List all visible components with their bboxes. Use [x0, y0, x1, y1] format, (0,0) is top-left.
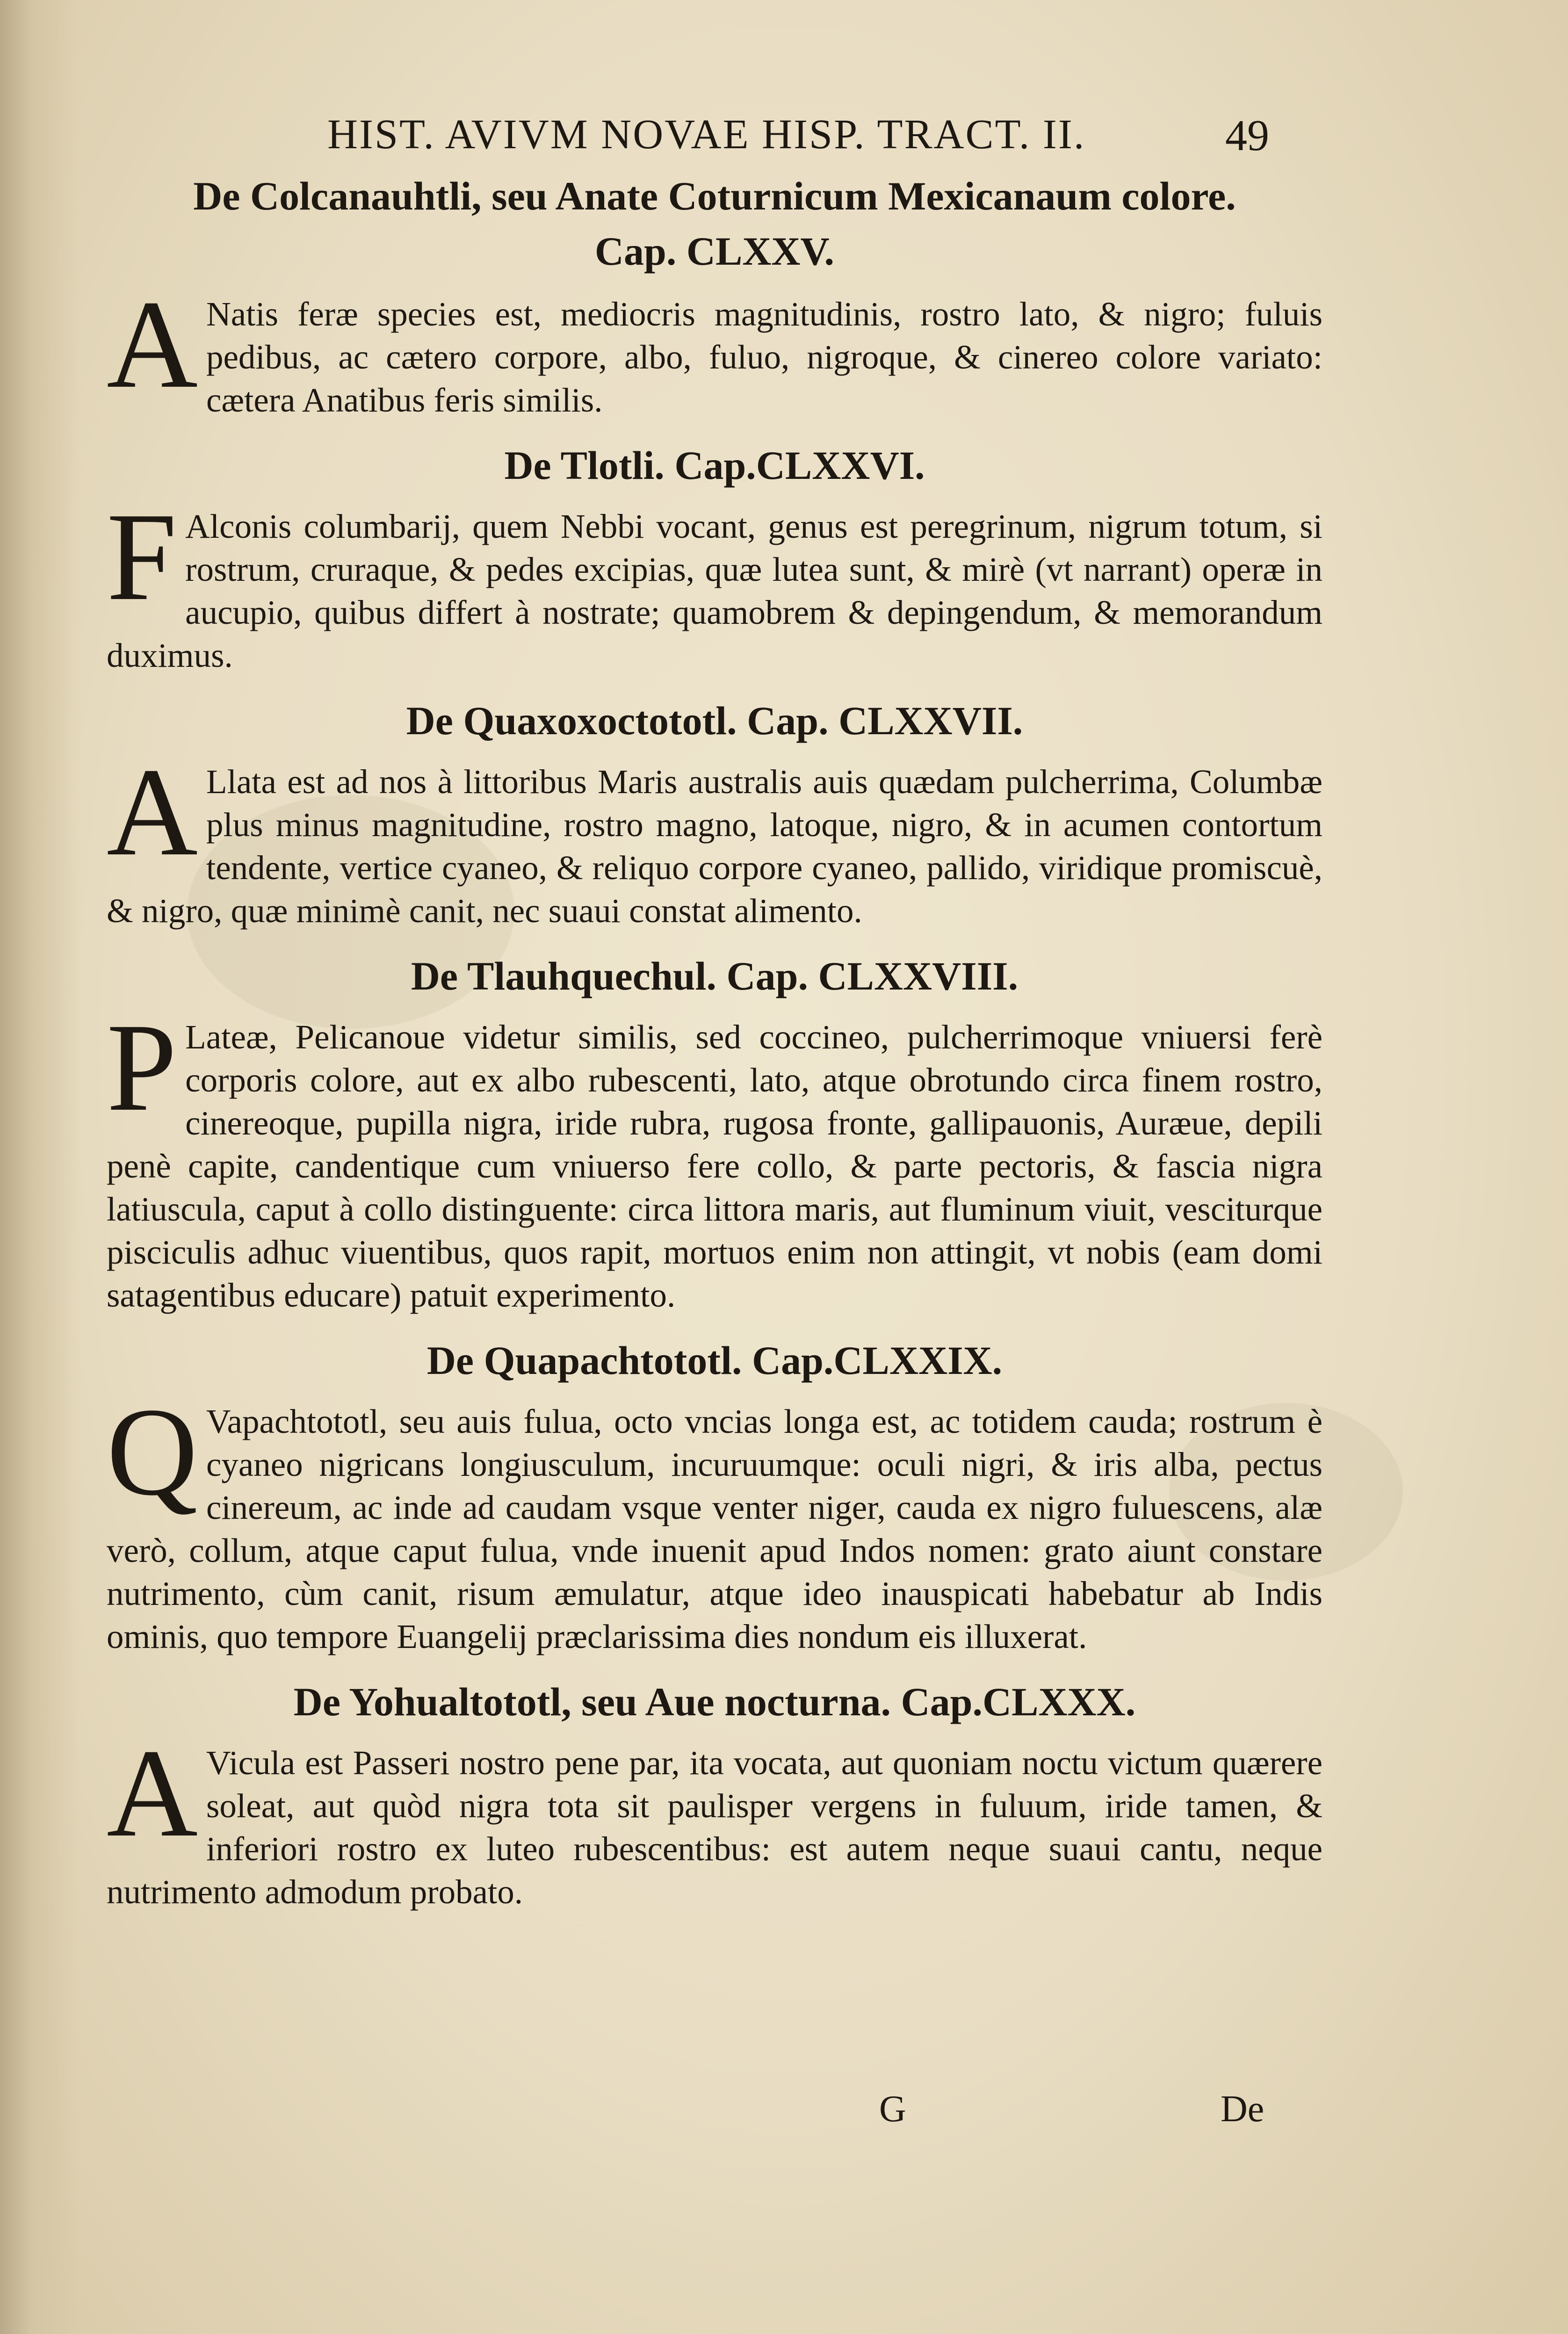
chapter-paragraph	[107, 275, 1322, 422]
drop-cap-initial: A	[107, 275, 198, 414]
chapter-heading: De Yohualtototl, seu Aue nocturna. Cap.CLXXX.	[293, 1679, 1136, 1724]
paragraph-text: Llata est ad nos à littoribus Maris australis auis quædam pulcherrima, Columbæ plus minus magnitudine, rostro magno, latoque, nigro, & in acumen contortum tendente, vertice cyaneo, & reliquo corpore cyaneo, pallido, viridique promiscuè, & nigro, quæ minimè canit, nec suaui constat alimento.	[107, 763, 1322, 930]
chapter-heading: De Quapachtototl. Cap.CLXXIX.	[426, 1338, 1003, 1383]
chapter-heading: De Tlotli. Cap.CLXXVI.	[504, 443, 925, 488]
chapter-heading: De Quaxoxoctototl. Cap. CLXXVII.	[406, 698, 1023, 743]
chapter-heading: De Colcanauhtli, seu Anate Coturnicum Mexicanaum colore.	[193, 173, 1236, 218]
chapter-paragraph	[107, 1723, 1322, 1914]
paragraph-text: Vicula est Passeri nostro pene par, ita vocata, aut quoniam noctu victum quærere soleat, aut quòd nigra tota sit paulisper vergens in fuluum, iride tamen, & inferiori rostro ex luteo rubescentibus: est autem neque suaui cantu, neque nutrimento admodum probato.	[107, 1744, 1322, 1911]
chapter-paragraph	[107, 997, 1322, 1317]
binding-gutter-shadow	[0, 0, 79, 2334]
drop-cap-initial: A	[107, 1723, 198, 1863]
drop-cap-initial: A	[107, 742, 198, 882]
paragraph-text: Lateæ, Pelicanoue videtur similis, sed coccineo, pulcherrimoque vniuersi ferè corporis colore, aut ex albo rubescenti, lato, atque obrotundo circa finem rostro, cinereoque, pupilla nigra, iride rubra, rugosa fronte, gallipauonis, Auræue, depili penè capite, candentique cum vniuerso fere collo, & parte pectoris, & fascia nigra latiuscula, caput à collo distinguente: circa littora maris, aut fluminum viuit, vesciturque pisciculis adhuc viuentibus, quos rapit, mortuos enim non attingit, vt nobis (eam domi satagentibus educare) patuit experimento.	[107, 1018, 1322, 1314]
drop-cap-initial: Q	[107, 1382, 198, 1522]
paragraph-text: Vapachtototl, seu auis fulua, octo vncias longa est, ac totidem cauda; rostrum è cyaneo nigricans longiusculum, incuruumque: oculi nigri, & iris alba, pectus cinereum, ac inde ad caudam vsque venter niger, cauda ex nigro fuluescens, alæ verò, collum, atque caput fulua, vnde inuenit apud Indos nomen: grato aiunt constare nutrimento, cùm canit, risum æmulatur, atque ideo inauspicati habebatur ab Indis ominis, quo tempore Euangelij præclarissima dies nondum eis illuxerat.	[107, 1402, 1322, 1655]
chapter-paragraph	[107, 742, 1322, 932]
text-block	[107, 168, 1322, 1914]
drop-cap-initial: F	[107, 487, 177, 627]
paragraph-text: Alconis columbarij, quem Nebbi vocant, genus est peregrinum, nigrum totum, si rostrum, cruraque, & pedes excipias, quæ lutea sunt, & mirè (vt narrant) operæ in aucupio, quibus differt à nostrate; quamobrem & depingendum, & memorandum duximus.	[107, 507, 1322, 674]
page-number: 49	[1225, 111, 1269, 160]
chapter-heading: De Tlauhquechul. Cap. CLXXVIII.	[411, 954, 1019, 998]
paragraph-text: Natis feræ species est, mediocris magnitudinis, rostro lato, & nigro; fuluis pedibus, ac cætero corpore, albo, fuluo, nigroque, & cinereo colore variato: cætera Anatibus feris similis.	[206, 295, 1322, 419]
drop-cap-initial: P	[107, 997, 177, 1137]
signature-mark: G	[879, 2088, 906, 2130]
chapter-paragraph	[107, 1382, 1322, 1658]
page-footer	[879, 2088, 1300, 2144]
catchword: De	[1221, 2088, 1265, 2130]
chapter-paragraph	[107, 487, 1322, 677]
chapter-number: Cap. CLXXV.	[594, 229, 835, 274]
running-head: HIST. AVIVM NOVAE HISP. TRACT. II.	[327, 111, 1086, 158]
